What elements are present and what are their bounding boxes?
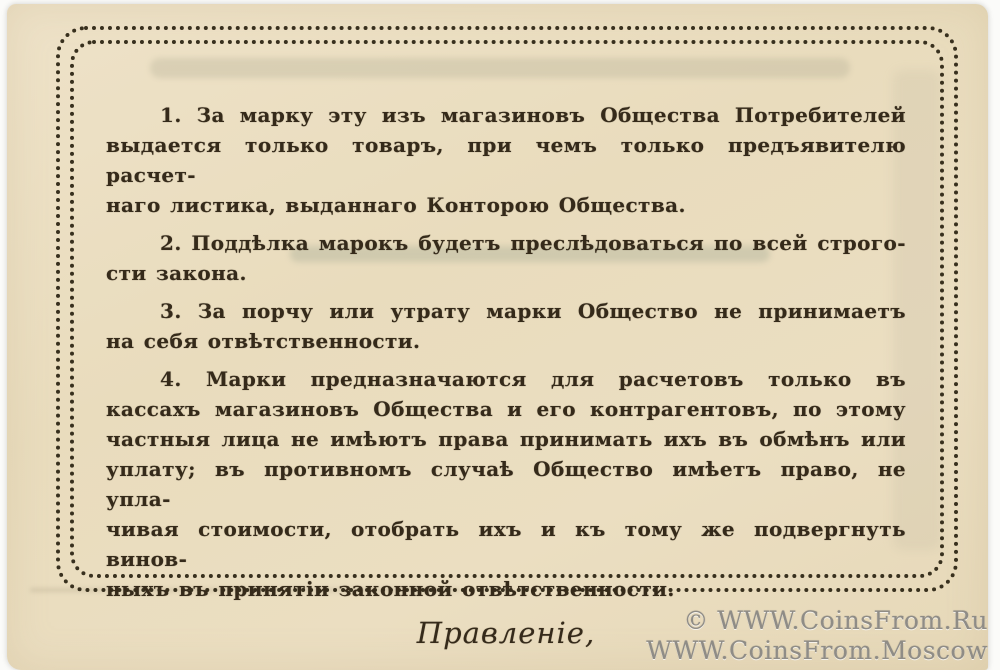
regulation-line: 2. Поддѣлка марокъ будетъ преслѣдоваться по всей строго-: [160, 231, 906, 255]
paragraph-3: [106, 296, 906, 356]
regulation-line: 1. За марку эту изъ магазиновъ Общества Потребителей: [160, 103, 906, 127]
regulation-line: наго листика, выданнаго Конторою Общества.: [106, 193, 686, 217]
regulation-line: ныхъ въ принятіи законной отвѣтственности.: [106, 577, 675, 601]
watermark-line-moscow: WWW.CoinsFrom.Moscow: [646, 636, 988, 665]
paragraph-1: [106, 100, 906, 220]
regulation-line: кассахъ магазиновъ Общества и его контрагентовъ, по этому: [106, 397, 906, 421]
regulation-line: частныя лица не имѣютъ права принимать ихъ въ обмѣнъ или: [106, 427, 906, 451]
collector-watermark: [646, 606, 988, 666]
signature-pravlenie: Правленіе,: [416, 616, 596, 650]
regulations-text: [106, 100, 906, 650]
regulation-line: чивая стоимости, отобрать ихъ и къ тому же подвергнуть винов-: [106, 517, 906, 571]
regulation-line: выдается только товаръ, при чемъ только предъявителю расчет-: [106, 133, 906, 187]
regulation-line: на себя отвѣтственности.: [106, 329, 421, 353]
regulation-line: 4. Марки предназначаются для расчетовъ только въ: [160, 367, 906, 391]
paragraph-2: [106, 228, 906, 288]
regulation-line: сти закона.: [106, 261, 247, 285]
regulation-line: 3. За порчу или утрату марки Общество не принимаетъ: [160, 299, 906, 323]
regulation-line: уплату; въ противномъ случаѣ Общество имѣетъ право, не упла-: [106, 457, 906, 511]
watermark-line-ru: © WWW.CoinsFrom.Ru: [683, 606, 988, 635]
paragraph-4: [106, 364, 906, 604]
